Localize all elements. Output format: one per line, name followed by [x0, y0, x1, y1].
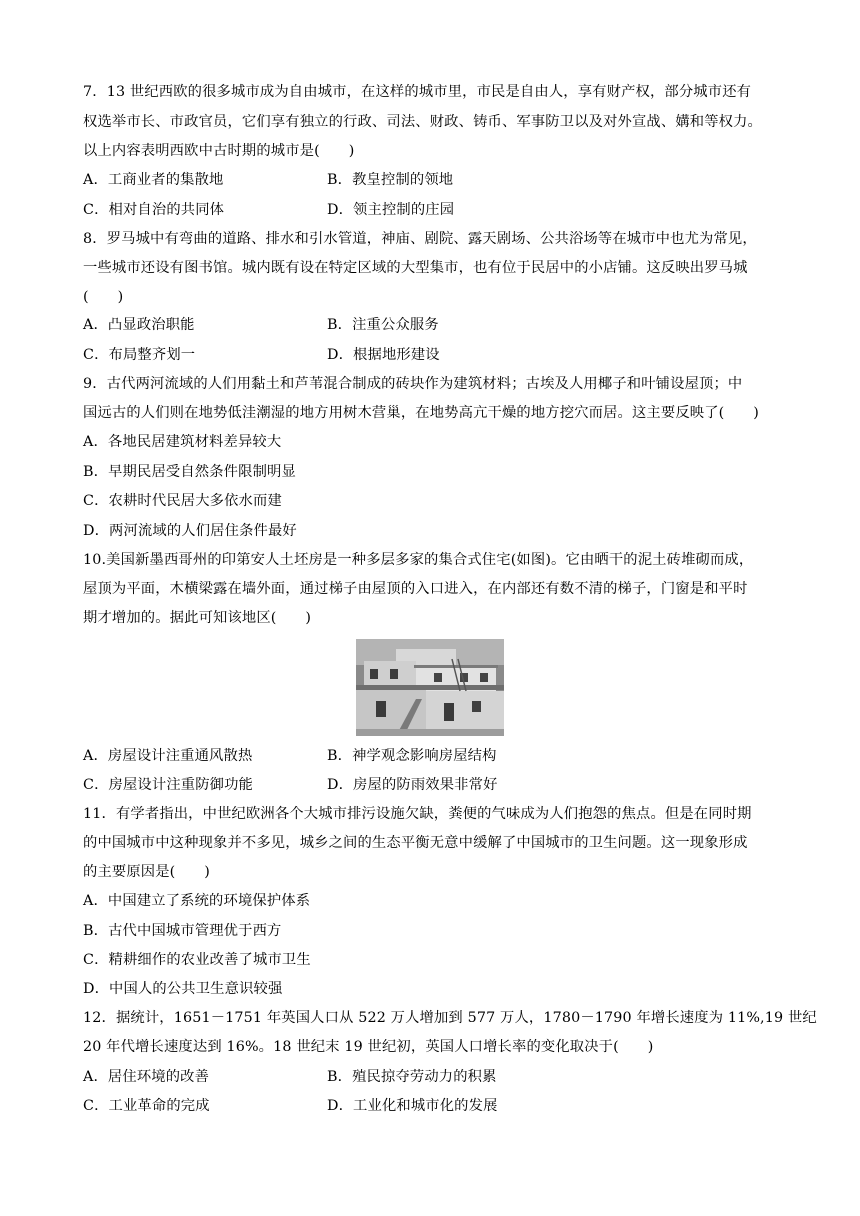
q12-option-b[interactable]: B．殖民掠夺劳动力的积累 [327, 1069, 497, 1085]
q8-stem-line-2: 一些城市还设有图书馆。城内既有设在特定区域的大型集市，也有位于民居中的小店铺。这反映出罗马城 [83, 260, 748, 276]
q7-stem-line-3: 以上内容表明西欧中古时期的城市是( ) [83, 143, 355, 159]
q10-option-c[interactable]: C．房屋设计注重防御功能 [83, 777, 254, 793]
q10-stem-line-2: 屋顶为平面，木横梁露在墙外面，通过梯子由屋顶的入口进入，在内部还有数不清的梯子，门窗是和平时 [83, 581, 748, 597]
q11-option-c[interactable]: C．精耕细作的农业改善了城市卫生 [83, 952, 311, 968]
q7-stem-line-1: 7．13 世纪西欧的很多城市成为自由城市，在这样的城市里，市民是自由人，享有财产权，部分城市还有 [83, 84, 752, 100]
q9-stem-line-2: 国远古的人们则在地势低洼潮湿的地方用树木营巢，在地势高亢干燥的地方挖穴而居。这主要反映了( ) [83, 405, 760, 421]
q8-option-c[interactable]: C．布局整齐划一 [83, 347, 196, 363]
q12-option-d[interactable]: D．工业化和城市化的发展 [327, 1098, 498, 1114]
q11-stem-line-2: 的中国城市中这种现象并不多见，城乡之间的生态平衡无意中缓解了中国城市的卫生问题。这一现象形成 [83, 835, 748, 851]
q8-stem-line-1: 8．罗马城中有弯曲的道路、排水和引水管道，神庙、剧院、露天剧场、公共浴场等在城市中也尤为常见， [83, 231, 757, 247]
q9-option-d[interactable]: D．两河流域的人们居住条件最好 [83, 523, 297, 539]
q9-stem-line-1: 9．古代两河流域的人们用黏土和芦苇混合制成的砖块作为建筑材料；古埃及人用椰子和叶铺设屋顶；中 [83, 376, 743, 392]
q12-stem-line-1: 12．据统计，1651－1751 年英国人口从 522 万人增加到 577 万人，1780－1790 年增长速度为 11%,19 世纪 [83, 1010, 817, 1026]
q10-option-b[interactable]: B．神学观念影响房屋结构 [327, 748, 497, 764]
q11-stem-line-1: 11．有学者指出，中世纪欧洲各个大城市排污设施欠缺，粪便的气味成为人们抱怨的焦点。但是在同时期 [83, 806, 752, 822]
q7-option-d[interactable]: D．领主控制的庄园 [327, 202, 455, 218]
q7-stem-line-2: 权选举市长、市政官员，它们享有独立的行政、司法、财政、铸币、军事防卫以及对外宣战、媾和等权力。 [83, 114, 762, 130]
q9-option-a[interactable]: A．各地民居建筑材料差异较大 [83, 434, 282, 450]
q10-option-d[interactable]: D．房屋的防雨效果非常好 [327, 777, 498, 793]
q10-option-a[interactable]: A．房屋设计注重通风散热 [83, 748, 253, 764]
q11-option-d[interactable]: D．中国人的公共卫生意识较强 [83, 981, 283, 997]
q7-option-b[interactable]: B．教皇控制的领地 [327, 172, 454, 188]
q9-option-c[interactable]: C．农耕时代民居大多依水而建 [83, 493, 282, 509]
q7-option-c[interactable]: C．相对自治的共同体 [83, 202, 225, 218]
q8-stem-line-3: ( ) [83, 289, 124, 305]
q11-option-b[interactable]: B．古代中国城市管理优于西方 [83, 923, 282, 939]
q12-stem-line-2: 20 年代增长速度达到 16%。18 世纪末 19 世纪初，英国人口增长率的变化取决于( ) [83, 1039, 654, 1055]
q9-option-b[interactable]: B．早期民居受自然条件限制明显 [83, 464, 296, 480]
q11-stem-line-3: 的主要原因是( ) [83, 864, 211, 880]
q12-option-c[interactable]: C．工业革命的完成 [83, 1098, 210, 1114]
q8-option-b[interactable]: B．注重公众服务 [327, 317, 439, 333]
q11-option-a[interactable]: A．中国建立了系统的环境保护体系 [83, 893, 311, 909]
q8-option-a[interactable]: A．凸显政治职能 [83, 317, 195, 333]
q10-stem-line-3: 期才增加的。据此可知该地区( ) [83, 610, 312, 626]
adobe-pueblo-photo [356, 639, 504, 736]
q10-stem-line-1: 10.美国新墨西哥州的印第安人土坯房是一种多层多家的集合式住宅(如图)。它由晒干的泥土砖堆砌而成， [83, 552, 754, 568]
q7-option-a[interactable]: A．工商业者的集散地 [83, 172, 224, 188]
q8-option-d[interactable]: D．根据地形建设 [327, 347, 440, 363]
q12-option-a[interactable]: A．居住环境的改善 [83, 1069, 210, 1085]
